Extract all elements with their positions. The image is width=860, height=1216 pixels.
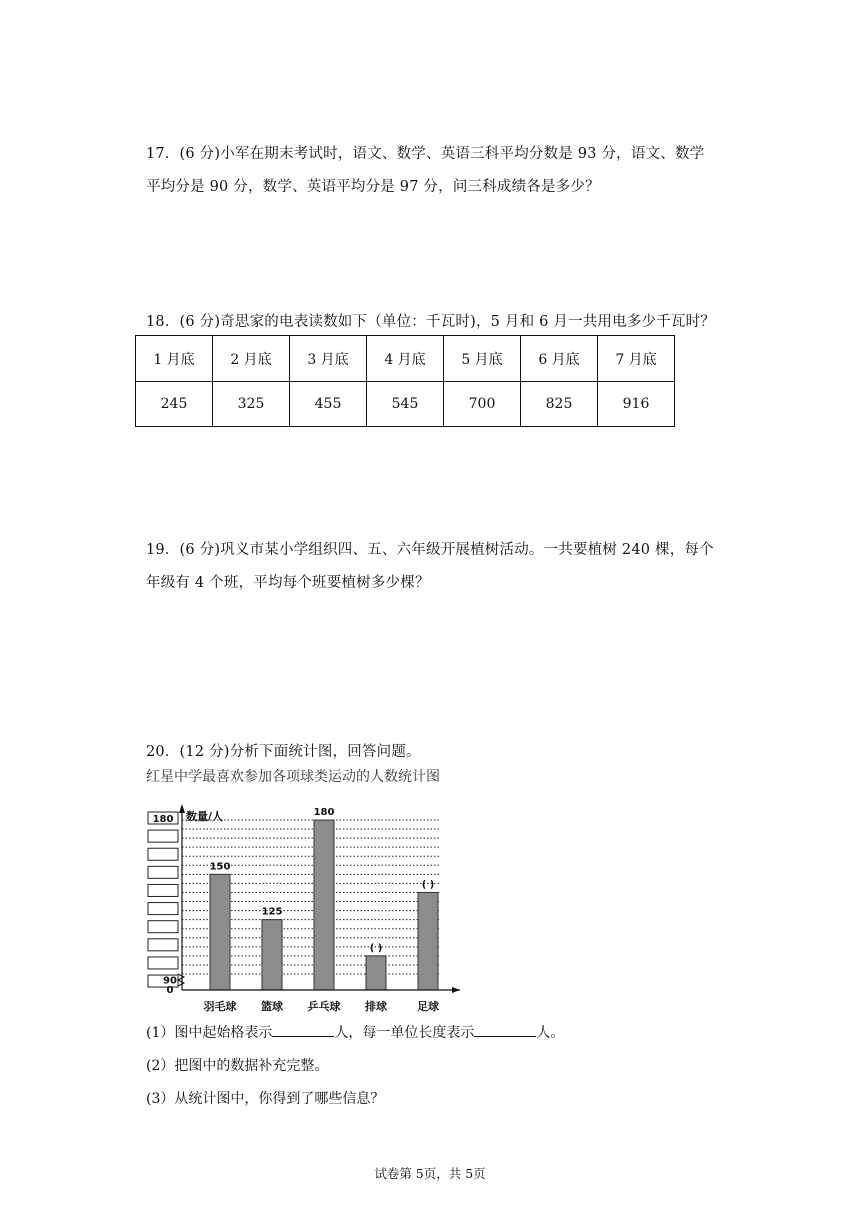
- scale-box: [148, 921, 178, 933]
- data-label: 125: [261, 906, 283, 918]
- x-tick-label: 排球: [365, 1000, 387, 1013]
- y-tick-label: 0: [166, 985, 174, 996]
- q17-line-2: 平均分是 90 分，数学、英语平均分是 97 分，问三科成绩各是多少？: [146, 179, 600, 195]
- table-cell: 455: [290, 382, 367, 427]
- table-header-cell: 3 月底: [290, 336, 367, 382]
- table-header-cell: 1 月底: [136, 336, 213, 382]
- x-tick-label: 足球: [417, 1000, 439, 1013]
- table-cell: 245: [136, 382, 213, 427]
- axis-break: [178, 974, 184, 986]
- q20-sub-3: (3）从统计图中，你得到了哪些信息？: [146, 1091, 385, 1107]
- scale-box: [148, 884, 178, 896]
- bar-chart: [140, 792, 470, 1024]
- answer-blank-unit[interactable]: [474, 1024, 536, 1037]
- y-tick-label: 180: [152, 814, 174, 825]
- scale-box: [148, 830, 178, 842]
- table-header-cell: 5 月底: [444, 336, 521, 382]
- x-tick-label: 羽毛球: [203, 1000, 237, 1013]
- y-tick-label: 90: [163, 975, 177, 987]
- table-cell: 325: [213, 382, 290, 427]
- table-cell: 825: [521, 382, 598, 427]
- scale-box: [148, 939, 178, 951]
- table-cell: 700: [444, 382, 521, 427]
- scale-box: [148, 848, 178, 860]
- q17-line-1: 17．(6 分)小军在期末考试时，语文、数学、英语三科平均分数是 93 分，语文、数学: [146, 146, 705, 162]
- table-header-cell: 7 月底: [598, 336, 675, 382]
- table-cell: 916: [598, 382, 675, 427]
- data-label: ( ): [421, 879, 435, 891]
- x-axis-arrow: [452, 987, 460, 993]
- q20-sub-1: [146, 1022, 564, 1042]
- sub1-text-a: (1）图中起始格表示: [146, 1025, 273, 1041]
- bar-足球: [418, 892, 438, 990]
- answer-blank-start[interactable]: [272, 1024, 334, 1037]
- q18-text: 18．(6 分)奇思家的电表读数如下（单位：千瓦时)，5 月和 6 月一共用电多少千瓦时？: [146, 314, 716, 330]
- bar-乒乓球: [314, 820, 334, 990]
- data-label: ( ): [369, 942, 383, 954]
- table-header-cell: 4 月底: [367, 336, 444, 382]
- sub1-text-b: 人，每一单位长度表示: [334, 1025, 475, 1041]
- scale-box: [148, 866, 178, 878]
- sub1-text-c: 人。: [536, 1025, 565, 1041]
- scale-boxes: [148, 812, 178, 987]
- meter-table: [135, 335, 675, 427]
- x-tick-label: 篮球: [261, 1000, 283, 1013]
- chart-title: 红星中学最喜欢参加各项球类运动的人数统计图: [146, 769, 440, 785]
- table-row: [136, 382, 675, 427]
- table-header-row: [136, 336, 675, 382]
- bar-篮球: [262, 920, 282, 990]
- q20-sub-2: (2）把图中的数据补充完整。: [146, 1058, 329, 1074]
- q19-line-2: 年级有 4 个班，平均每个班要植树多少棵？: [146, 575, 430, 591]
- y-axis-label: 数量/人: [186, 810, 224, 823]
- page-footer: 试卷第 5页，共 5页: [374, 1166, 486, 1181]
- y-axis-arrow: [179, 804, 185, 813]
- data-label: 180: [313, 807, 335, 818]
- table-cell: 545: [367, 382, 444, 427]
- table-header-cell: 2 月底: [213, 336, 290, 382]
- x-tick-label: 乒乓球: [307, 1000, 341, 1013]
- bar-排球: [366, 956, 386, 990]
- q20-text: 20．(12 分)分析下面统计图，回答问题。: [146, 744, 421, 760]
- data-label: 150: [209, 861, 231, 873]
- bar-羽毛球: [210, 874, 230, 990]
- scale-box: [148, 957, 178, 969]
- q19-line-1: 19．(6 分)巩义市某小学组织四、五、六年级开展植树活动。一共要植树 240 棵，每个: [146, 542, 714, 558]
- table-header-cell: 6 月底: [521, 336, 598, 382]
- scale-box: [148, 903, 178, 915]
